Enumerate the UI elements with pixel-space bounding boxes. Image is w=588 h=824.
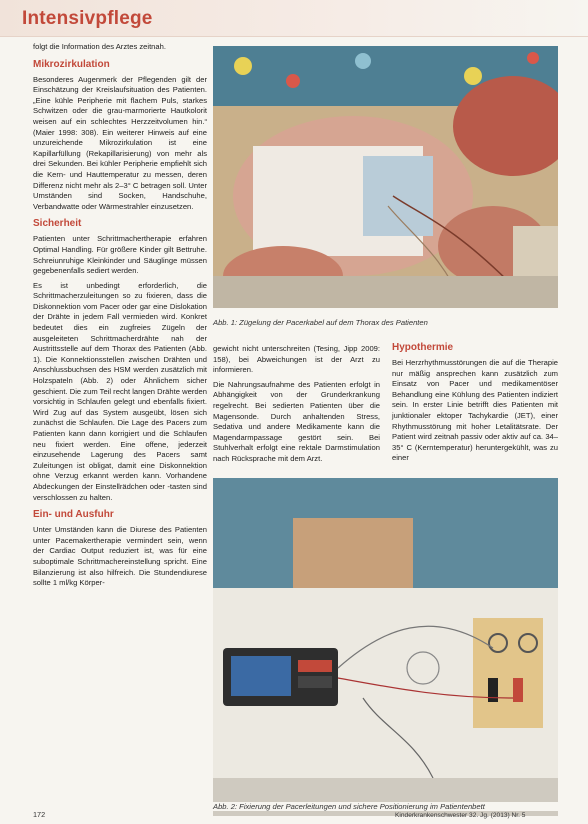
journal-citation: Kinderkrankenschwester 32. Jg. (2013) Nr. 5	[395, 812, 526, 819]
paragraph: Unter Umständen kann die Diurese des Patienten unter Pacemakertherapie vermindert sein, wenn der Cardiac Output reduziert ist, was für eine suboptimale Schrittmachereinstellung spricht. Eine Bilanzierung ist also hilfreich. Die Stundendiurese sollte 1 ml/kg Körper-	[33, 525, 207, 588]
figure-1-caption: Abb. 1: Zügelung der Pacerkabel auf dem Thorax des Patienten	[213, 318, 428, 327]
paragraph: Besonderes Augenmerk der Pflegenden gilt der Einschätzung der Kreislaufsituation des Patienten. „Eine kühle Peripherie mit flachem Puls, starkes Schwitzen oder die grau-marmorierte Hautkolorit weisen auf ein schlechtes Herzzeitvolumen hin.“ (Maier 1998: 308). Ein weiterer Hinweis auf eine unzureichende Mikrozirkulation ist eine Kapillarfüllung (Rekapillarisierung) von mehr als drei Sekunden. Bei kühler Peripherie empfiehlt sich die Kern- und Hauttemperatur zu messen, deren Differenz nicht mehr als 2–3° C betragen soll. Unter Umständen sind Socken, Handschuhe, Verbandwatte oder Wärmestrahler einzusetzen.	[33, 74, 207, 211]
paragraph: gewicht nicht unterschreiten (Tesing, Jipp 2009: 158), bei Abweichungen ist der Arzt zu informieren.	[213, 344, 380, 375]
pacer-device-photo-illustration	[213, 478, 558, 816]
page-header-title: Intensivpflege	[22, 8, 153, 29]
right-column	[392, 342, 558, 468]
section-heading-ein-ausfuhr: Ein- und Ausfuhr	[33, 509, 114, 521]
paragraph: Die Nahrungsaufnahme des Patienten erfolgt in Abhängigkeit von der Grunderkrankung regelrecht. Bei sedierten Patienten über die Magensonde. Durch anhaltenden Stress, Sedativa und andere Medikamente kann die Magendarmpassage gestört sein. Bei Stuhlverhalt erfolgt eine rektale Darmstimulation nach Rücksprache mit dem Arzt.	[213, 379, 380, 463]
section-heading-hypothermie: Hypothermie	[392, 342, 454, 353]
paragraph: Patienten unter Schrittmachertherapie erfahren Optimal Handling. Für größere Kinder gilt Bettruhe. Schreiunruhige Kleinkinder und Säuglinge müssen gegebenenfalls sediert werden.	[33, 234, 207, 276]
middle-column	[213, 344, 380, 469]
left-column	[33, 42, 207, 593]
section-heading-mikrozirkulation: Mikrozirkulation	[33, 58, 110, 70]
header-divider	[0, 36, 588, 37]
paragraph: Bei Herzrhythmusstörungen die auf die Therapie nur mäßig ansprechen kann zusätzlich zum Einsatz von Pacer und medikamentöser Behandlung eine Kühlung des Patienten indiziert sein. In erster Linie betrifft dies Patienten mit junktionaler ektoper Tachykardie (JET), einer Rhythmusstörung mit hoher Letalitätsrate. Der Patient wird zeitnah passiv oder aktiv auf ca. 34–35° C (Kerntemperatur) heruntergekühlt, was zu einer	[392, 358, 558, 463]
infant-pacer-photo-illustration	[213, 46, 558, 308]
paragraph: Es ist unbedingt erforderlich, die Schrittmacherzuleitungen so zu fixieren, dass die Diskonnektion vom Pacer oder gar eine Dislokation der Drähte in jedem Fall vermieden wird. Konkret bedeutet dies ein zugfreies Zügeln der ausgeleiteten Schrittmacherdrähte nah der Austrittsstelle auf dem Thorax des Patienten (Abb. 1). Die Konnektionsstellen zwischen Drähten und Anschlussbuchsen des HSM werden zusätzlich mit Holzspateln (Abb. 2) oder Ähnlichem sicher geschient. Die zum Teil recht langen Drähte werden vorsichtig in Schlaufen gelegt und ebenfalls fixiert. Wird Zug auf das System ausgeübt, lösen sich zunächst die Schlaufen. Die Lage des Pacers zum Patienten kann dann korrigiert und die Schlaufen neu fixiert werden. Eine offene, jederzeit einzusehende Lagerung des Pacers samt Zuleitungen ist obligat, damit eine Diskonnektion ohne Verzug erkannt werden kann. Vorhandene Abdeckungen der Einstellrädchen oder -tasten sind verschlossen zu halten.	[33, 280, 207, 502]
figure-2-photo	[213, 478, 558, 816]
section-heading-sicherheit: Sicherheit	[33, 218, 82, 230]
page-number: 172	[33, 810, 46, 819]
intro-text: folgt die Information des Arztes zeitnah.	[33, 42, 166, 51]
figure-1-photo	[213, 46, 558, 308]
figure-2-caption: Abb. 2: Fixierung der Pacerleitungen und sichere Positionierung im Patientenbett	[213, 802, 558, 811]
